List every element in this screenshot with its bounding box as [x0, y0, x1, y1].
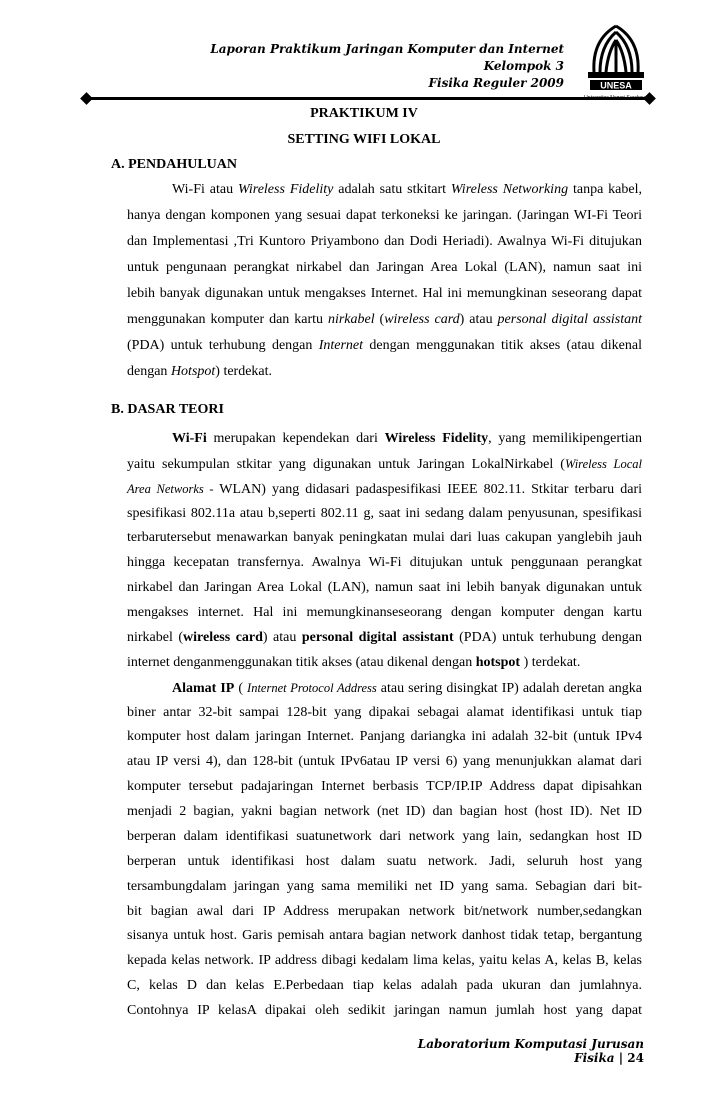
- paragraph-line: spesifikasi 802.11a atau b,seperti 802.11 g, saat ini sedang dalam penyusunan, spesifikasi: [127, 506, 642, 521]
- paragraph-line: nirkabel dan Jaringan Area Lokal (LAN), namun saat ini lebih banyak digunakan untuk: [127, 580, 642, 595]
- paragraph-line: Wi-Fi merupakan kependekan dari Wireless Fidelity, yang memilikipengertian: [172, 431, 642, 446]
- paragraph-line: (PDA) untuk terhubung dengan Internet dengan menggunakan titik akses (atau dikenal: [127, 338, 642, 353]
- paragraph-line: yaitu sekumpulan stkitar yang digunakan untuk Jaringan LokalNirkabel (Wireless Local: [127, 457, 642, 472]
- paragraph-line: berperan dalam identifikasi suatunetwork dari network yang lain, sedangkan host ID: [127, 829, 642, 844]
- paragraph-line: berperan untuk identifikasi host dalam suatu network. Jadi, seluruh host yang: [127, 854, 642, 869]
- paragraph-line: dengan Hotspot) terdekat.: [127, 364, 273, 379]
- paragraph-line: kepada kelas network. IP address dibagi kedalam lima kelas, yaitu kelas A, kelas B, kelas: [127, 953, 642, 968]
- section-a-heading: A. PENDAHULUAN: [111, 157, 237, 172]
- paragraph-line: hanya dengan komponen yang sesuai dapat terkoneksi ke jaringan. (Jaringan WI-Fi Teori: [127, 208, 642, 223]
- page-number: 24: [627, 1051, 644, 1065]
- paragraph-line: komputer tersebut padajaringan Internet berbasis TCP/IP.IP Address dapat dipisahkan: [127, 779, 642, 794]
- paragraph-line: C, kelas D dan kelas E.Perbedaan tiap kelas adalah pada ukuran dan jumlahnya.: [127, 978, 642, 993]
- paragraph-line: atau IP versi 4), dan 128-bit (untuk IPv6atau IP versi 6) yang menunjukkan alamat dari: [127, 754, 642, 769]
- header-report-title: Laporan Praktikum Jaringan Komputer dan Internet: [210, 42, 564, 56]
- paragraph-line: untuk pengunaan perangkat nirkabel dan Jaringan Area Lokal (LAN), namun saat ini: [127, 260, 642, 275]
- paragraph-line: Contohnya IP kelasA dipakai oleh sedikit jaringan namun jumlah host yang dapat: [127, 1003, 642, 1018]
- paragraph-line: biner antar 32-bit sampai 128-bit yang dipakai sebagai alamat identifikasi untuk tiap: [127, 705, 642, 720]
- paragraph-line: internet denganmenggunakan titik akses (atau dikenal dengan hotspot ) terdekat.: [127, 655, 581, 670]
- paragraph-line: menggunakan komputer dan kartu nirkabel (wireless card) atau personal digital assistant: [127, 312, 643, 327]
- paragraph-line: mengakses internet. Hal ini memungkinanseseorang dengan komputer dengan kartu: [127, 605, 642, 620]
- page-footer: Laboratorium Komputasi Jurusan Fisika | 24: [417, 1037, 644, 1065]
- paragraph-line: bit bagian awal dari IP Address merupakan network bit/network number,sedangkan: [127, 904, 642, 919]
- paragraph-line: menjadi 2 bagian, yakni bagian network (net ID) dan bagian host (host ID). Net ID: [127, 804, 642, 819]
- paragraph-line: lebih banyak digunakan untuk mengakses Internet. Hal ini memungkinan seseorang dapat: [127, 286, 642, 301]
- paragraph-line: sisanya untuk host. Garis pemisah antara bagian network danhost tidak tetap, bergantung: [127, 928, 642, 943]
- paragraph-line: dan Implementasi ,Tri Kuntoro Priyambono dan Dodi Heriadi). Awalnya Wi-Fi ditujukan: [127, 234, 642, 249]
- header-class: Fisika Reguler 2009: [428, 76, 564, 90]
- paragraph-line: Alamat IP ( Internet Protocol Address atau sering disingkat IP) adalah deretan angka: [172, 681, 642, 696]
- practicum-title: SETTING WIFI LOKAL: [287, 132, 441, 147]
- paragraph-line: terbarutersebut menawarkan banyak peningkatan mulai dari luas cakupan yanglebih jauh: [127, 530, 642, 545]
- unesa-logo: [578, 20, 654, 104]
- practicum-number: PRAKTIKUM IV: [310, 106, 418, 121]
- footer-lab: Laboratorium Komputasi Jurusan Fisika: [417, 1037, 644, 1065]
- paragraph-line: nirkabel (wireless card) atau personal digital assistant (PDA) untuk terhubung dengan: [127, 630, 642, 645]
- section-b-heading: B. DASAR TEORI: [111, 402, 224, 417]
- paragraph-line: Area Networks - WLAN) yang didasari padaspesifikasi IEEE 802.11. Stkitar terbaru dari: [127, 482, 642, 497]
- header-group: Kelompok 3: [483, 59, 564, 73]
- paragraph-line: hingga kecepatan transfernya. Awalnya Wi-Fi ditujukan untuk penggunaan perangkat: [127, 555, 642, 570]
- paragraph-line: tersambungdalam jaringan yang sama memiliki net ID yang sama. Sebagian dari bit-: [127, 879, 642, 894]
- paragraph-line: Wi-Fi atau Wireless Fidelity adalah satu stkitart Wireless Networking tanpa kabel,: [172, 182, 643, 197]
- logo-name: UNESA: [600, 80, 632, 91]
- paragraph-line: komputer host dalam jaringan Internet. Panjang dariangka ini adalah 32-bit (untuk IPv4: [127, 729, 642, 744]
- header-rule: [88, 97, 648, 100]
